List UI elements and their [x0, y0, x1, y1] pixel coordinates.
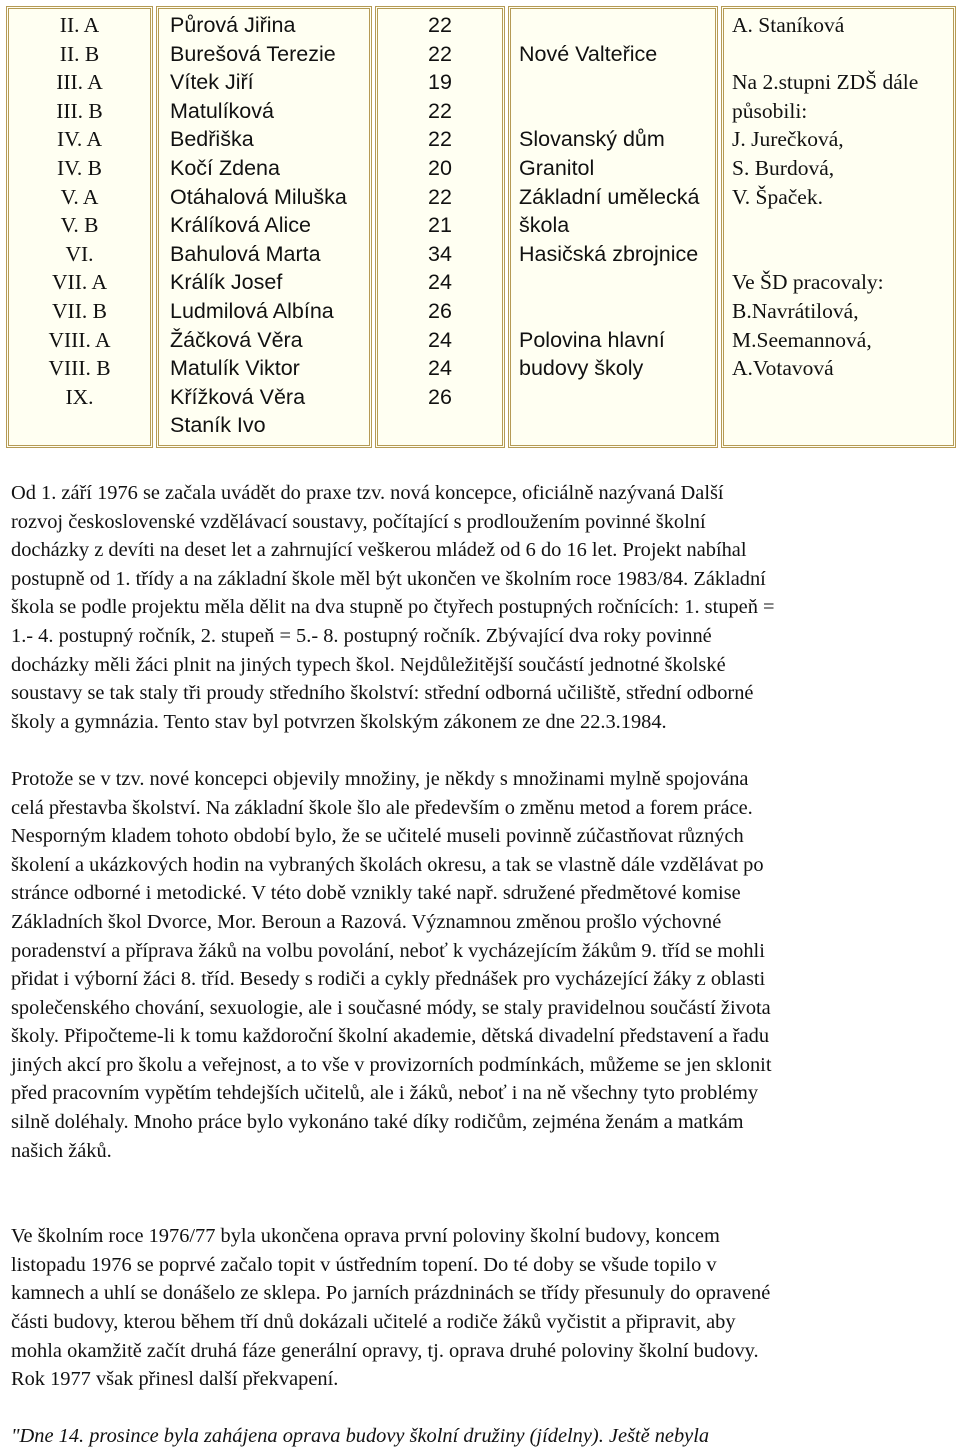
- class-label: II. B: [59, 41, 100, 66]
- text-line: silně doléhaly. Mnoho práce bylo vykonáno také díky rodičům, zejména ženám a matkám: [11, 1111, 744, 1134]
- class-label: V. A: [60, 184, 99, 209]
- pupil-count: 24: [428, 327, 452, 352]
- teacher-name: Staník Ivo: [170, 413, 266, 438]
- note-line: [732, 383, 953, 412]
- text-line: před pracovním vypětím tehdejších učitelů, ale i žáků, neboť i na ně všechny tyto problémy: [11, 1082, 759, 1105]
- text-line: přidat i výborní žáci 8. tříd. Besedy s rodiči a cykly přednášek pro vycházející žáky z oblasti: [11, 968, 766, 991]
- location-line: [519, 68, 715, 97]
- pupil-count: 22: [428, 41, 452, 66]
- teacher-column: [156, 6, 372, 448]
- class-column: [6, 6, 153, 448]
- class-label: IV. B: [56, 155, 102, 180]
- class-label: VI.: [65, 241, 94, 266]
- location-line: [519, 411, 715, 440]
- note-line: [732, 411, 953, 440]
- text-line: docházky měli žáci plnit na jiných typech škol. Nejdůležitější součástí jednotné školské: [11, 653, 726, 676]
- note-line: V. Špaček.: [732, 184, 823, 209]
- location-line: Granitol: [519, 155, 595, 180]
- text-line: Ve školním roce 1976/77 byla ukončena oprava první poloviny školní budovy, koncem: [11, 1225, 720, 1248]
- class-label: VIII. A: [48, 327, 111, 352]
- pupil-count: 20: [428, 155, 452, 180]
- class-label: VIII. B: [48, 356, 111, 381]
- teacher-name: Kočí Zdena: [170, 155, 280, 180]
- text-line: Rok 1977 však přinesl další překvapení.: [11, 1368, 339, 1391]
- location-line: Slovanský dům: [519, 127, 665, 152]
- teacher-name: Ludmilová Albína: [170, 298, 334, 323]
- teacher-name: Matulík Viktor: [170, 356, 300, 381]
- text-line: rozvoj československé vzdělávací soustavy, počítající s prodloužením povinné školní: [11, 510, 706, 533]
- text-line: Základních škol Dvorce, Mor. Beroun a Razová. Významnou změnou prošlo výchovné: [11, 910, 722, 933]
- location-line: budovy školy: [519, 356, 644, 381]
- text-line: docházky z devíti na deset let a zahrnující veškerou mládež od 6 do 16 let. Projekt nabíhal: [11, 539, 747, 562]
- location-line: Hasičská zbrojnice: [519, 241, 699, 266]
- class-label: III. B: [56, 98, 103, 123]
- pupil-count: 26: [428, 298, 452, 323]
- location-line: škola: [519, 213, 570, 238]
- class-table: [6, 6, 956, 448]
- count-column: [375, 6, 505, 448]
- location-line: [519, 97, 715, 126]
- notes-column: [721, 6, 956, 448]
- class-label: [9, 411, 150, 440]
- teacher-name: Burešová Terezie: [170, 41, 336, 66]
- pupil-count: 24: [428, 270, 452, 295]
- text-line: 1.- 4. postupný ročník, 2. stupeň = 5.- 8. postupný ročník. Zbývající dva roky povinné: [11, 624, 712, 647]
- location-column: [508, 6, 718, 448]
- class-label: V. B: [60, 213, 99, 238]
- teacher-name: Bahulová Marta: [170, 241, 321, 266]
- class-label: VII. B: [52, 298, 107, 323]
- quote-line: "Dne 14. prosince byla zahájena oprava budovy školní družiny (jídelny). Ještě nebyla: [11, 1425, 710, 1448]
- pupil-count: 34: [428, 241, 452, 266]
- paragraph-1: [11, 479, 951, 736]
- body-text: [11, 479, 951, 1451]
- location-line: [519, 268, 715, 297]
- teacher-name: Půrová Jiřina: [170, 13, 296, 37]
- teacher-name: Vítek Jiří: [170, 70, 254, 95]
- text-line: Nesporným kladem tohoto období bylo, že se učitelé museli povinně zúčastňovat různých: [11, 825, 744, 848]
- class-label: II. A: [59, 13, 100, 37]
- pupil-count: [378, 411, 502, 440]
- text-line: celá přestavba školství. Na základní škole šlo ale především o změnu metod a forem práce.: [11, 796, 753, 819]
- paragraph-2: [11, 765, 951, 1165]
- class-label: IV. A: [56, 127, 102, 152]
- location-line: [519, 297, 715, 326]
- paragraph-3: [11, 1222, 951, 1394]
- pupil-count: 22: [428, 184, 452, 209]
- note-line: J. Jurečková,: [732, 127, 844, 152]
- note-line: [732, 211, 953, 240]
- teacher-name: Otáhalová Miluška: [170, 184, 347, 209]
- text-line: poradenství a příprava žáků na volbu povolání, neboť k vycházejícím žákům 9. tříd se mohli: [11, 939, 765, 962]
- note-line: [732, 240, 953, 269]
- text-line: listopadu 1976 se poprvé začalo topit v ústředním topení. Do té doby se všude topilo v: [11, 1253, 717, 1276]
- text-line: stránce odborné i metodické. V této době vznikly také např. sdružené předmětové komise: [11, 882, 741, 905]
- note-line: Na 2.stupni ZDŠ dále: [732, 70, 919, 95]
- text-line: kamnech a uhlí se donášelo ze sklepa. Po jarních prázdninách se třídy přesunuly do opravené: [11, 1282, 771, 1305]
- text-line: Od 1. září 1976 se začala uvádět do praxe tzv. nová koncepce, oficiálně nazývaná Další: [11, 482, 724, 504]
- location-line: [519, 11, 715, 40]
- pupil-count: 21: [428, 213, 452, 238]
- text-line: škola se podle projektu měla dělit na dva stupně po čtyřech postupných ročnících: 1. stupeň =: [11, 596, 775, 619]
- class-label: IX.: [65, 384, 94, 409]
- teacher-name: Matulíková: [170, 98, 274, 123]
- note-line: S. Burdová,: [732, 155, 835, 180]
- teacher-name: Králík Josef: [170, 270, 283, 295]
- pupil-count: 22: [428, 13, 452, 37]
- note-line: A.Votavová: [732, 356, 834, 381]
- text-line: soustavy se tak staly tři proudy středního školství: střední odborná učiliště, střední odborné: [11, 682, 754, 705]
- location-line: Základní umělecká: [519, 184, 700, 209]
- location-line: Nové Valteřice: [519, 41, 658, 66]
- pupil-count: 19: [428, 70, 452, 95]
- note-line: A. Staníková: [732, 13, 845, 37]
- note-line: [732, 40, 953, 69]
- teacher-name: Králíková Alice: [170, 213, 312, 238]
- teacher-name: Bedřiška: [170, 127, 254, 152]
- text-line: části budovy, kterou během tří dnů dokázali učitelé a rodiče žáků vyčistit a připravit, aby: [11, 1311, 736, 1334]
- text-line: školy. Připočteme-li k tomu každoroční školní akademie, dětská divadelní představení a řadu: [11, 1025, 770, 1048]
- pupil-count: 22: [428, 127, 452, 152]
- location-line: [519, 383, 715, 412]
- class-label: III. A: [56, 70, 103, 95]
- pupil-count: 24: [428, 356, 452, 381]
- class-label: VII. A: [52, 270, 107, 295]
- text-line: společenského chování, sexuologie, ale i současné módy, se staly pravidelnou součástí života: [11, 996, 771, 1019]
- note-line: působili:: [732, 98, 808, 123]
- text-line: školení a ukázkových hodin na vybraných školách okresu, a tak se vlastně dále vzdělávat po: [11, 853, 764, 876]
- note-line: Ve ŠD pracovaly:: [732, 270, 884, 295]
- note-line: B.Navrátilová,: [732, 298, 859, 323]
- text-line: našich žáků.: [11, 1139, 112, 1162]
- text-line: jiných akcí pro školu a veřejnost, a to vše v provizorních podmínkách, můžeme se jen sklonit: [11, 1053, 772, 1076]
- text-line: postupně od 1. třídy a na základní škole měl být ukončen ve školním roce 1983/84. Základní: [11, 567, 766, 590]
- text-line: mohla okamžitě začít druhá fáze generální opravy, tj. oprava druhé poloviny školní budovy.: [11, 1339, 759, 1362]
- location-line: Polovina hlavní: [519, 327, 665, 352]
- pupil-count: 26: [428, 384, 452, 409]
- text-line: Protože se v tzv. nové koncepci objevily množiny, je někdy s množinami mylně spojována: [11, 767, 749, 790]
- note-line: M.Seemannová,: [732, 327, 872, 352]
- pupil-count: 22: [428, 98, 452, 123]
- teacher-name: Žáčková Věra: [170, 327, 303, 352]
- text-line: školy a gymnázia. Tento stav byl potvrzen školským zákonem ze dne 22.3.1984.: [11, 710, 667, 733]
- teacher-name: Křížková Věra: [170, 384, 306, 409]
